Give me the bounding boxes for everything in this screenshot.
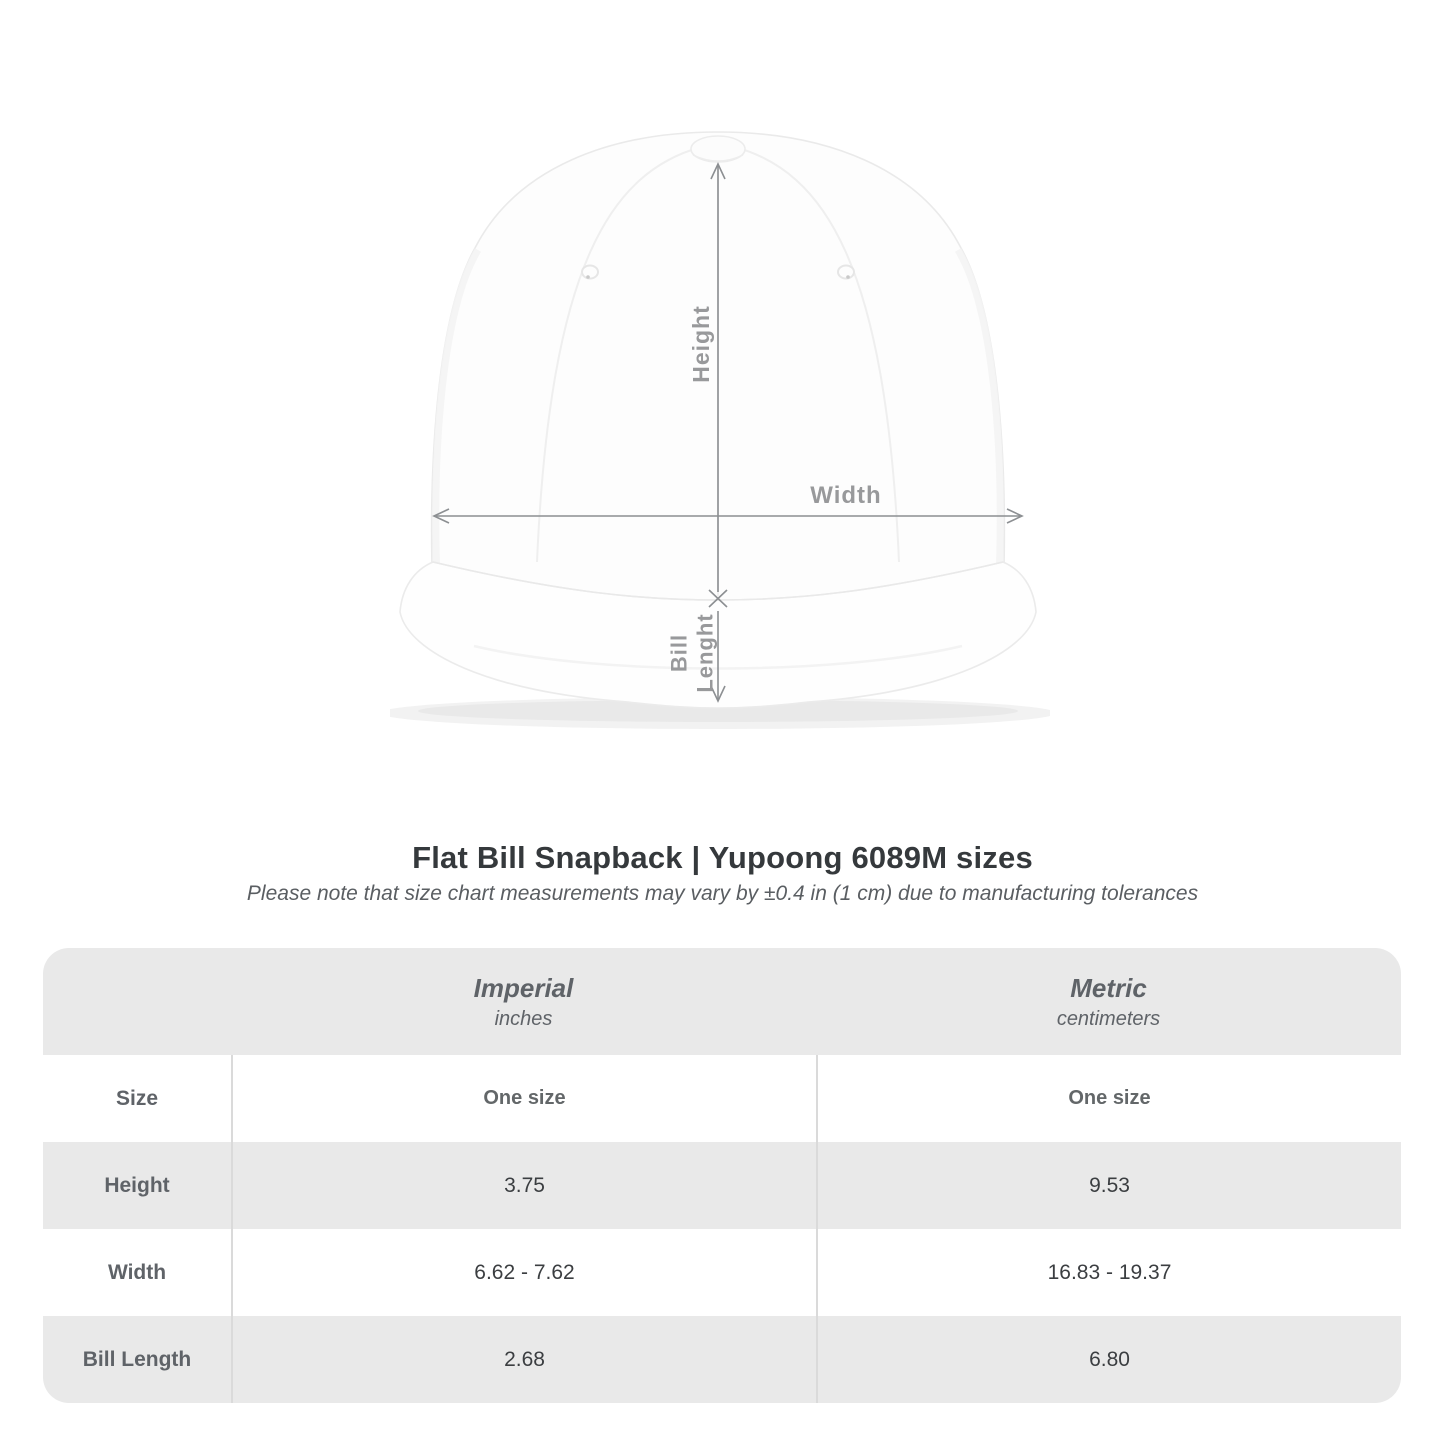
metric-header-label: Metric xyxy=(1070,972,1147,1003)
row-height-metric-cell xyxy=(816,1142,1401,1229)
eyelet-right xyxy=(838,266,854,279)
row-label: Size xyxy=(115,1086,159,1110)
page-title: Flat Bill Snapback | Yupoong 6089M sizes xyxy=(412,840,1033,875)
metric-header-unit: centimeters xyxy=(1056,1007,1161,1030)
row-size-imperial-cell xyxy=(231,1055,816,1142)
hat-diagram xyxy=(390,95,1050,745)
table-header-metric xyxy=(816,948,1401,1055)
bill-length-label-line1: Bill xyxy=(666,633,692,673)
row-bill-length-metric-cell xyxy=(816,1316,1401,1403)
page-subtitle: Please note that size chart measurements may vary by ±0.4 in (1 cm) due to manufacturing tolerances xyxy=(246,882,1199,905)
table-header-corner xyxy=(43,948,231,1055)
row-label: Bill Length xyxy=(82,1347,192,1371)
cell-value: 16.83 - 19.37 xyxy=(1047,1260,1172,1284)
row-size-label-cell xyxy=(43,1055,231,1142)
row-size-metric-cell xyxy=(816,1055,1401,1142)
row-bill-length-label-cell xyxy=(43,1316,231,1403)
hat-illustration xyxy=(390,95,1050,745)
row-height-imperial-cell xyxy=(231,1142,816,1229)
cell-value: 3.75 xyxy=(504,1173,545,1197)
imperial-header-label: Imperial xyxy=(473,972,574,1003)
row-width-imperial-cell xyxy=(231,1229,816,1316)
row-height-label-cell xyxy=(43,1142,231,1229)
bill-length-label-line2: Lenght xyxy=(692,613,718,693)
cell-value: 2.68 xyxy=(504,1347,545,1371)
row-width-metric-cell xyxy=(816,1229,1401,1316)
cell-value: 6.80 xyxy=(1089,1347,1130,1371)
height-label: Height xyxy=(688,305,714,383)
cell-value: One size xyxy=(1068,1087,1151,1109)
row-width-label-cell xyxy=(43,1229,231,1316)
cell-value: 6.62 - 7.62 xyxy=(474,1260,575,1284)
row-bill-length-imperial-cell xyxy=(231,1316,816,1403)
row-label: Width xyxy=(107,1260,167,1284)
table-header-imperial xyxy=(231,948,816,1055)
width-label: Width xyxy=(810,482,882,509)
row-label: Height xyxy=(104,1173,170,1197)
hat-button xyxy=(691,136,745,162)
cell-value: One size xyxy=(483,1087,566,1109)
size-chart-table xyxy=(43,948,1401,1403)
imperial-header-unit: inches xyxy=(494,1007,553,1030)
cell-value: 9.53 xyxy=(1089,1173,1130,1197)
eyelet-left xyxy=(582,266,598,279)
